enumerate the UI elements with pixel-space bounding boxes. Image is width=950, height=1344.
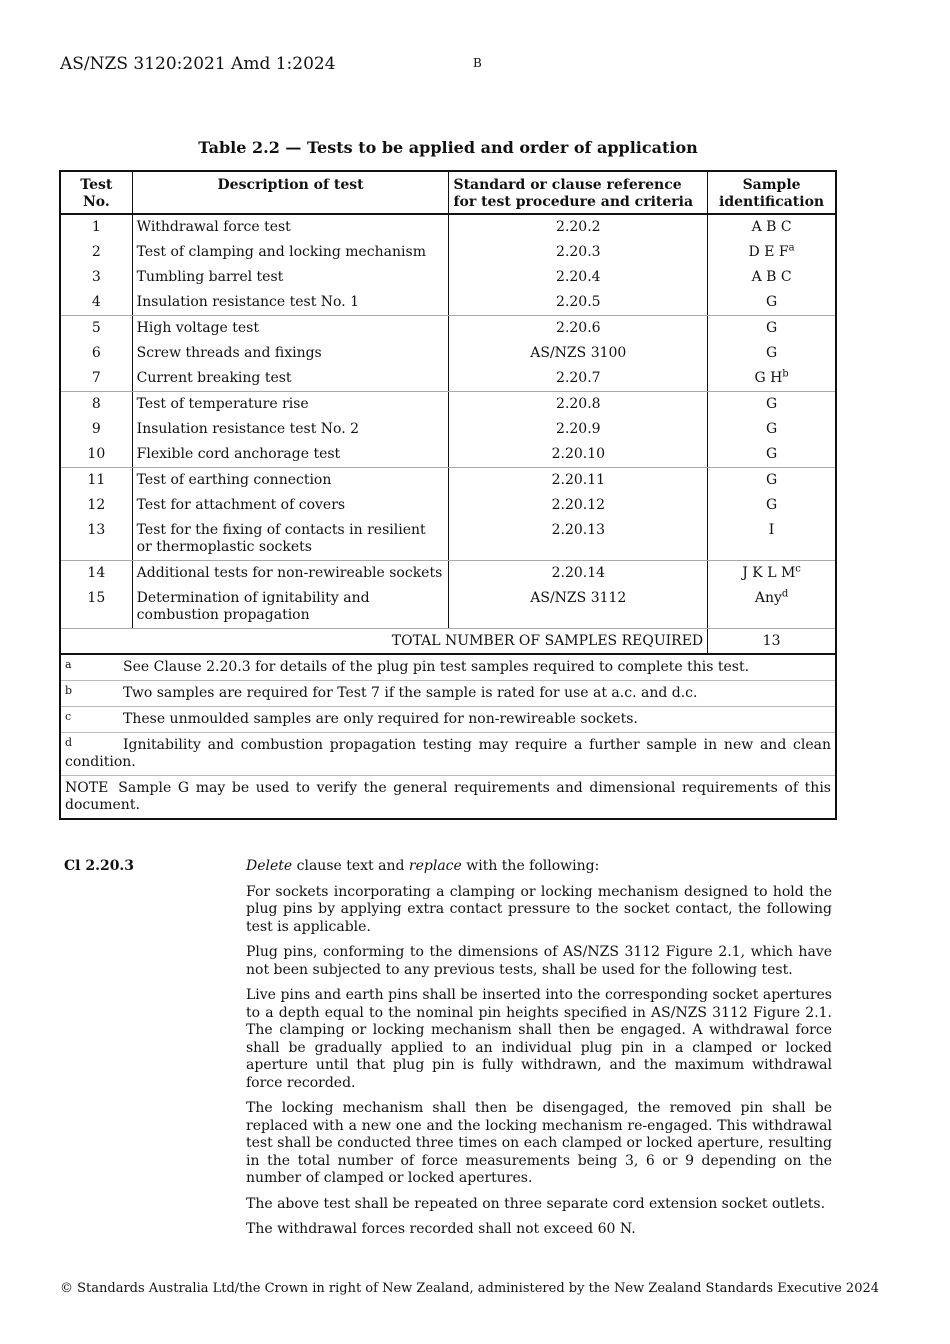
total-label: TOTAL NUMBER OF SAMPLES REQUIRED xyxy=(132,629,707,655)
cell-sample xyxy=(708,468,836,494)
sample-ids: G xyxy=(765,421,778,437)
header-sample: Sample identification xyxy=(708,171,836,214)
sample-ids: G xyxy=(765,345,778,361)
cell-sample xyxy=(708,265,836,290)
cell-description: Withdrawal force test xyxy=(132,214,449,240)
cell-test-no: 4 xyxy=(60,290,132,316)
cell-sample xyxy=(708,290,836,316)
clause-paragraph: The locking mechanism shall then be disengaged, the removed pin shall be replaced with a new one and the locking mechanism re-engaged. This withdrawal test shall be conducted three times on each clamped or locked aperture, resulting in the total number of force measurements being 3, 6 or 9 depending on the number of clamped or locked apertures. xyxy=(246,1100,832,1186)
copyright-footer: © Standards Australia Ltd/the Crown in right of New Zealand, administered by the New Zealand Standards Executive 2024 xyxy=(60,1281,880,1296)
table-row xyxy=(60,240,836,265)
cell-reference: 2.20.10 xyxy=(449,442,708,468)
table-row xyxy=(60,290,836,316)
sample-ids: G xyxy=(765,497,778,513)
cell-test-no: 3 xyxy=(60,265,132,290)
cell-sample xyxy=(708,366,836,392)
intro-end: with the following: xyxy=(461,858,600,874)
cell-reference: 2.20.7 xyxy=(449,366,708,392)
note xyxy=(60,776,836,820)
cell-description: Tumbling barrel test xyxy=(132,265,449,290)
footnote-mark: a xyxy=(65,658,72,671)
sample-ids: Any xyxy=(754,590,782,606)
note-label: NOTE xyxy=(65,780,109,796)
cell-reference: 2.20.6 xyxy=(449,316,708,342)
sample-ids: D E F xyxy=(748,244,789,260)
intro-delete: Delete xyxy=(246,858,293,874)
footnote-ref: b xyxy=(782,368,789,380)
cell-reference: 2.20.2 xyxy=(449,214,708,240)
footnote-text: Ignitability and combustion propagation testing may require a further sample in new and clean condition. xyxy=(65,737,831,770)
clause-paragraph: For sockets incorporating a clamping or locking mechanism designed to hold the plug pins by applying extra contact pressure to the socket contact, the following test is applicable. xyxy=(246,883,832,935)
total-empty-cell xyxy=(60,629,132,655)
table-row xyxy=(60,468,836,494)
cell-test-no: 14 xyxy=(60,561,132,587)
header-description: Description of test xyxy=(132,171,449,214)
clause-paragraph: Live pins and earth pins shall be inserted into the corresponding socket apertures to a depth equal to the nominal pin heights specified in AS/NZS 3112 Figure 2.1. The clamping or locking mechanism shall then be engaged. A withdrawal force shall be gradually applied to an individual plug pin in a clamped or locked aperture until that plug pin is fully withdrawn, and the maximum withdrawal force recorded. xyxy=(246,987,832,1091)
table-title: Table 2.2 — Tests to be applied and order of application xyxy=(198,138,698,157)
footnote-ref: d xyxy=(781,588,789,600)
footnote-mark: c xyxy=(65,710,72,723)
table-row xyxy=(60,366,836,392)
cell-reference: AS/NZS 3112 xyxy=(449,586,708,629)
document-id: AS/NZS 3120:2021 Amd 1:2024 xyxy=(60,54,336,74)
cell-sample xyxy=(708,240,836,265)
cell-sample xyxy=(708,518,836,561)
cell-sample xyxy=(708,316,836,342)
footnote xyxy=(60,733,836,776)
table-row xyxy=(60,265,836,290)
cell-sample xyxy=(708,341,836,366)
tests-table xyxy=(59,170,837,820)
table-row xyxy=(60,442,836,468)
cell-description: Insulation resistance test No. 2 xyxy=(132,417,449,442)
footnote xyxy=(60,681,836,707)
cell-reference: 2.20.14 xyxy=(449,561,708,587)
sample-ids: G xyxy=(765,320,778,336)
cell-description: Flexible cord anchorage test xyxy=(132,442,449,468)
cell-test-no: 10 xyxy=(60,442,132,468)
table-body xyxy=(60,214,836,819)
footnote-text: Two samples are required for Test 7 if the sample is rated for use at a.c. and d.c. xyxy=(123,685,698,701)
cell-test-no: 11 xyxy=(60,468,132,494)
cell-reference: 2.20.3 xyxy=(449,240,708,265)
cell-sample xyxy=(708,392,836,418)
cell-reference: 2.20.5 xyxy=(449,290,708,316)
footnote-text: These unmoulded samples are only required for non-rewireable sockets. xyxy=(123,711,638,727)
cell-sample xyxy=(708,442,836,468)
intro-mid: clause text and xyxy=(292,858,409,874)
table-row xyxy=(60,341,836,366)
cell-sample xyxy=(708,493,836,518)
cell-description: Test for the fixing of contacts in resilient or thermoplastic sockets xyxy=(132,518,449,561)
table-row xyxy=(60,214,836,240)
cell-reference: 2.20.4 xyxy=(449,265,708,290)
cell-reference: AS/NZS 3100 xyxy=(449,341,708,366)
table-row xyxy=(60,417,836,442)
cell-test-no: 2 xyxy=(60,240,132,265)
cell-test-no: 9 xyxy=(60,417,132,442)
table-row xyxy=(60,561,836,587)
cell-description: Insulation resistance test No. 1 xyxy=(132,290,449,316)
cell-description: Current breaking test xyxy=(132,366,449,392)
cell-sample xyxy=(708,214,836,240)
cell-test-no: 6 xyxy=(60,341,132,366)
footnote-row xyxy=(60,681,836,707)
sample-ids: I xyxy=(768,522,775,538)
cell-reference: 2.20.9 xyxy=(449,417,708,442)
sample-ids: G H xyxy=(754,370,783,386)
footnote xyxy=(60,654,836,681)
clause-paragraph: The above test shall be repeated on three separate cord extension socket outlets. xyxy=(246,1195,826,1212)
note-row xyxy=(60,776,836,820)
cell-sample xyxy=(708,561,836,587)
header-reference: Standard or clause reference for test procedure and criteria xyxy=(449,171,708,214)
cell-description: Test of temperature rise xyxy=(132,392,449,418)
intro-replace: replace xyxy=(408,858,462,874)
page-marker: B xyxy=(473,56,482,70)
cell-test-no: 1 xyxy=(60,214,132,240)
footnote-text: See Clause 2.20.3 for details of the plug pin test samples required to complete this test. xyxy=(123,659,750,675)
footnote xyxy=(60,707,836,733)
cell-description: Test for attachment of covers xyxy=(132,493,449,518)
cell-description: Screw threads and fixings xyxy=(132,341,449,366)
total-row xyxy=(60,629,836,655)
sample-ids: G xyxy=(765,446,778,462)
clause-paragraphs xyxy=(246,884,832,1239)
cell-reference: 2.20.8 xyxy=(449,392,708,418)
sample-ids: A B C xyxy=(751,269,792,285)
clause-label: Cl 2.20.3 xyxy=(64,858,135,874)
cell-description: Additional tests for non-rewireable sockets xyxy=(132,561,449,587)
footnote-row xyxy=(60,654,836,681)
table-row xyxy=(60,586,836,629)
footnote-mark: b xyxy=(65,684,73,697)
total-value: 13 xyxy=(708,629,836,655)
table-row xyxy=(60,392,836,418)
cell-test-no: 8 xyxy=(60,392,132,418)
sample-ids: G xyxy=(765,472,778,488)
cell-test-no: 5 xyxy=(60,316,132,342)
clause-intro xyxy=(246,858,832,876)
header-test-no: Test No. xyxy=(60,171,132,214)
table-row xyxy=(60,518,836,561)
table-header-row xyxy=(60,171,836,214)
footnote-row xyxy=(60,733,836,776)
cell-sample xyxy=(708,417,836,442)
clause-paragraph: The withdrawal forces recorded shall not exceed 60 N. xyxy=(246,1221,636,1237)
cell-test-no: 7 xyxy=(60,366,132,392)
note-text: Sample G may be used to verify the general requirements and dimensional requirements of this document. xyxy=(65,780,831,813)
clause-body xyxy=(246,858,832,1247)
cell-reference: 2.20.13 xyxy=(449,518,708,561)
cell-test-no: 12 xyxy=(60,493,132,518)
sample-ids: G xyxy=(765,396,778,412)
cell-reference: 2.20.11 xyxy=(449,468,708,494)
footnote-row xyxy=(60,707,836,733)
footnote-mark: d xyxy=(65,736,73,749)
cell-description: Determination of ignitability and combustion propagation xyxy=(132,586,449,629)
cell-description: High voltage test xyxy=(132,316,449,342)
clause-paragraph: Plug pins, conforming to the dimensions of AS/NZS 3112 Figure 2.1, which have not been subjected to any previous tests, shall be used for the following test. xyxy=(246,944,832,978)
cell-description: Test of earthing connection xyxy=(132,468,449,494)
cell-reference: 2.20.12 xyxy=(449,493,708,518)
footnote-ref: c xyxy=(795,563,801,575)
sample-ids: A B C xyxy=(751,219,792,235)
cell-test-no: 13 xyxy=(60,518,132,561)
table-row xyxy=(60,316,836,342)
sample-ids: J K L M xyxy=(742,565,796,581)
footnote-ref: a xyxy=(788,242,795,254)
cell-sample xyxy=(708,586,836,629)
table-row xyxy=(60,493,836,518)
sample-ids: G xyxy=(765,294,778,310)
cell-test-no: 15 xyxy=(60,586,132,629)
cell-description: Test of clamping and locking mechanism xyxy=(132,240,449,265)
